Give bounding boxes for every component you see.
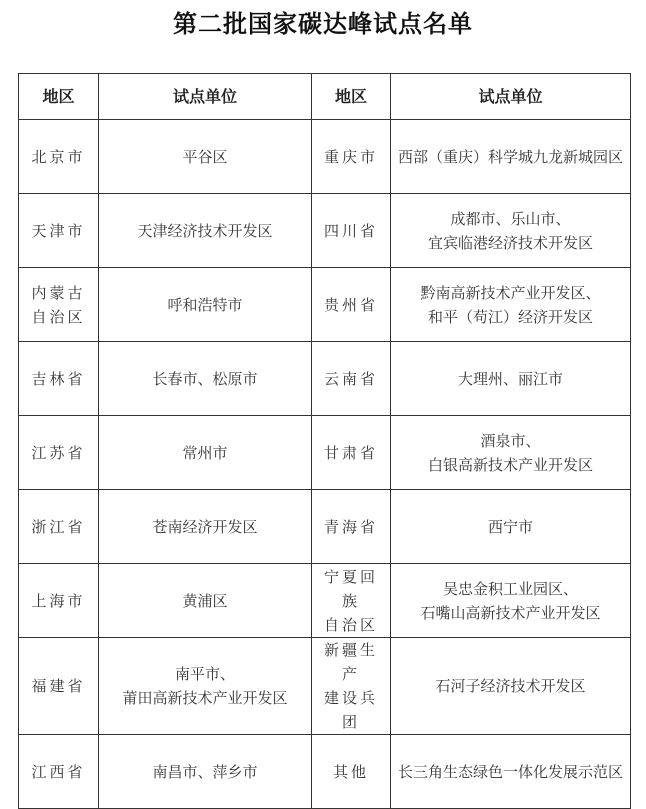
cell-region-left [19,638,99,735]
cell-text-line: 自治区 [323,615,378,634]
cell-unit-left [99,490,312,564]
cell-region-right [312,564,391,638]
cell-text-line: 和平（苟江）经济开发区 [427,307,593,326]
cell-text-line: 酒泉市、 [480,431,541,450]
cell-region-right [312,735,391,809]
table-row [19,194,631,268]
cell-unit-right [391,194,631,268]
cell-text-line: 上海市 [31,591,86,610]
cell-text-line: 江西省 [31,762,86,781]
cell-unit-left [99,268,312,342]
cell-text-line: 常州市 [182,443,228,462]
header-unit-right: 试点单位 [391,74,631,120]
cell-unit-left [99,120,312,194]
cell-text-line: 宜宾临港经济技术开发区 [427,233,593,252]
cell-text-line: 云南省 [323,369,378,388]
table-row [19,416,631,490]
cell-text-line: 天津经济技术开发区 [137,221,273,240]
cell-text-line: 西宁市 [487,517,533,536]
cell-text-line: 黄浦区 [182,591,228,610]
cell-text-line: 长春市、松原市 [152,369,258,388]
cell-region-right [312,268,391,342]
cell-text-line: 成都市、乐山市、 [450,209,571,228]
cell-region-left [19,490,99,564]
header-region-left: 地区 [19,74,99,120]
cell-region-left [19,735,99,809]
cell-region-left [19,416,99,490]
cell-unit-right [391,120,631,194]
cell-text-line: 自治区 [31,307,86,326]
cell-unit-left [99,638,312,735]
cell-text-line: 天津市 [31,221,86,240]
cell-text-line: 甘肃省 [323,443,378,462]
cell-region-right [312,490,391,564]
cell-text-line: 宁夏回族 [323,567,378,610]
cell-text-line: 西部（重庆）科学城九龙新城园区 [397,147,623,166]
cell-unit-right [391,268,631,342]
cell-text-line: 南昌市、萍乡市 [152,762,258,781]
cell-text-line: 吴忠金积工业园区、 [442,579,578,598]
cell-region-right [312,120,391,194]
table-row [19,638,631,735]
cell-text-line: 青海省 [323,517,378,536]
cell-unit-right [391,564,631,638]
cell-text-line: 呼和浩特市 [167,295,243,314]
cell-region-left [19,194,99,268]
cell-text-line: 重庆市 [323,147,378,166]
cell-unit-right [391,342,631,416]
cell-region-left [19,120,99,194]
pilot-list-table [18,73,631,809]
cell-region-right [312,194,391,268]
cell-unit-left [99,194,312,268]
cell-unit-right [391,638,631,735]
table-row [19,120,631,194]
cell-text-line: 福建省 [31,677,86,695]
cell-unit-right [391,735,631,809]
cell-text-line: 新疆生产 [323,641,378,683]
cell-text-line: 南平市、 [174,665,235,683]
cell-unit-left [99,342,312,416]
cell-text-line: 江苏省 [31,443,86,462]
table-body [19,120,631,809]
cell-text-line: 建设兵团 [323,689,378,731]
cell-text-line: 黔南高新技术产业开发区、 [420,283,601,302]
table-row [19,342,631,416]
cell-text-line: 浙江省 [31,517,86,536]
cell-unit-left [99,564,312,638]
cell-text-line: 内蒙古 [31,283,86,302]
cell-text-line: 贵州省 [323,295,378,314]
cell-text-line: 苍南经济开发区 [152,517,258,536]
cell-text-line: 北京市 [31,147,86,166]
cell-unit-right [391,490,631,564]
cell-text-line: 其他 [332,762,369,781]
cell-text-line: 白银高新技术产业开发区 [427,455,593,474]
cell-region-right [312,638,391,735]
header-unit-left: 试点单位 [99,74,312,120]
table-row [19,735,631,809]
cell-region-right [312,342,391,416]
cell-unit-left [99,416,312,490]
header-region-right: 地区 [312,74,391,120]
table-row [19,268,631,342]
cell-text-line: 大理州、丽江市 [457,369,563,388]
cell-text-line: 吉林省 [31,369,86,388]
table-header-row [19,74,631,120]
cell-region-left [19,564,99,638]
cell-region-left [19,268,99,342]
cell-unit-right [391,416,631,490]
page-title: 第二批国家碳达峰试点名单 [173,9,473,38]
cell-text-line: 四川省 [323,221,378,240]
cell-text-line: 平谷区 [182,147,228,166]
cell-region-left [19,342,99,416]
cell-region-right [312,416,391,490]
table-row [19,490,631,564]
table-row [19,564,631,638]
cell-text-line: 石嘴山高新技术产业开发区 [420,603,601,622]
cell-text-line: 长三角生态绿色一体化发展示范区 [397,762,623,781]
cell-unit-left [99,735,312,809]
cell-text-line: 莆田高新技术产业开发区 [122,689,288,707]
cell-text-line: 石河子经济技术开发区 [435,677,586,695]
